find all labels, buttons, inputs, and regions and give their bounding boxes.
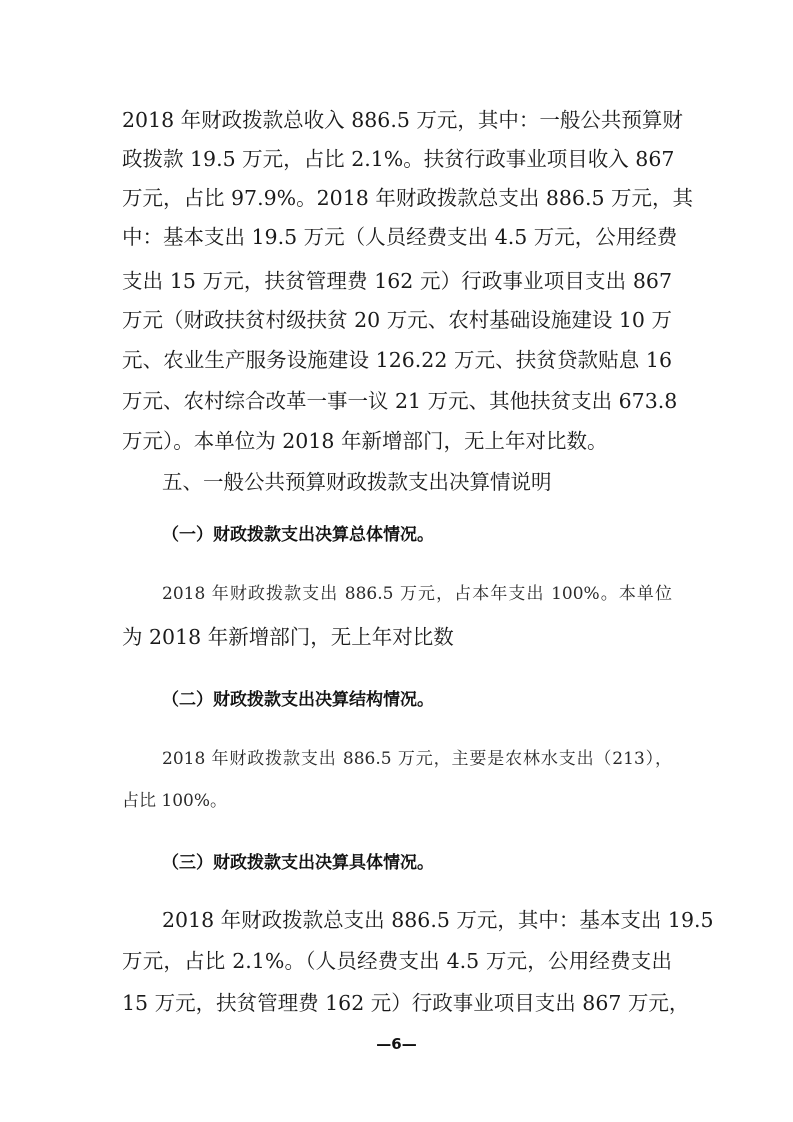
subsection-3-line: 2018 年财政拨款总支出 886.5 万元，其中：基本支出 19.5 bbox=[162, 908, 714, 932]
subsection-3-line: 万元，占比 2.1%。（人员经费支出 4.5 万元，公用经费支出 bbox=[122, 949, 672, 973]
subsection-heading-1: （一）财政拨款支出决算总体情况。 bbox=[162, 525, 434, 545]
paragraph-line: 中：基本支出 19.5 万元（人员经费支出 4.5 万元，公用经费 bbox=[122, 225, 678, 249]
paragraph-line: 万元、农村综合改革一事一议 21 万元、其他扶贫支出 673.8 bbox=[122, 389, 678, 413]
subsection-3-line: 15 万元，扶贫管理费 162 元）行政事业项目支出 867 万元， bbox=[122, 991, 690, 1015]
paragraph-line: 万元，占比 97.9%。2018 年财政拨款总支出 886.5 万元，其 bbox=[122, 186, 694, 210]
subsection-2-line: 2018 年财政拨款支出 886.5 万元，主要是农林水支出（213）， bbox=[162, 749, 672, 769]
paragraph-line: 万元）。本单位为 2018 年新增部门，无上年对比数。 bbox=[122, 429, 608, 453]
subsection-heading-2: （二）财政拨款支出决算结构情况。 bbox=[162, 690, 434, 710]
section-title: 五、一般公共预算财政拨款支出决算情说明 bbox=[162, 470, 552, 494]
paragraph-line: 政拨款 19.5 万元，占比 2.1%。扶贫行政事业项目收入 867 bbox=[122, 147, 675, 171]
subsection-2-line: 占比 100%。 bbox=[122, 791, 228, 811]
page-number: —6— bbox=[376, 1035, 417, 1053]
subsection-1-line: 2018 年财政拨款支出 886.5 万元，占本年支出 100%。本单位 bbox=[162, 584, 672, 604]
paragraph-line: 支出 15 万元，扶贫管理费 162 元）行政事业项目支出 867 bbox=[122, 269, 672, 293]
subsection-1-line: 为 2018 年新增部门，无上年对比数 bbox=[122, 625, 454, 649]
paragraph-line: 2018 年财政拨款总收入 886.5 万元，其中：一般公共预算财 bbox=[122, 108, 683, 132]
paragraph-line: 万元（财政扶贫村级扶贫 20 万元、农村基础设施建设 10 万 bbox=[122, 308, 672, 332]
subsection-heading-3: （三）财政拨款支出决算具体情况。 bbox=[162, 853, 434, 873]
paragraph-line: 元、农业生产服务设施建设 126.22 万元、扶贫贷款贴息 16 bbox=[122, 348, 672, 372]
